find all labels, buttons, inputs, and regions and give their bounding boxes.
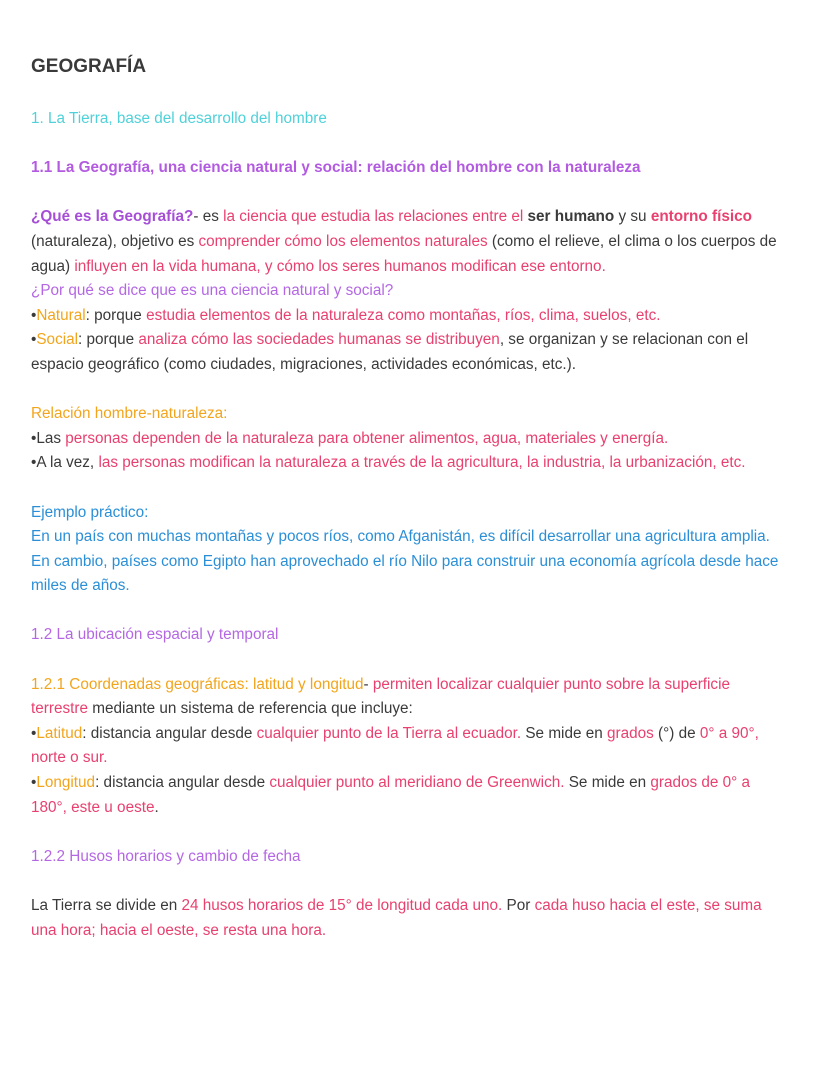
highlight-span: la ciencia que estudia las relaciones entre el <box>223 208 528 226</box>
highlight-span: grados de 0° a 180°, este u oeste <box>31 774 751 816</box>
text-span: La Tierra se divide en <box>31 897 182 914</box>
text-span: Se mide en <box>564 774 651 792</box>
highlight-span: estudia elementos de la naturaleza como montañas, ríos, clima, suelos, etc. <box>146 306 661 324</box>
text-span: (como el relieve, el clima o los cuerpos de agua) <box>31 232 777 275</box>
bold-span: entorno físico <box>650 208 752 226</box>
text-span: (naturaleza), objetivo es <box>31 232 199 250</box>
section-1-2-heading: 1.2 La ubicación espacial y temporal <box>31 626 279 644</box>
text-span: , se organizan y se relacionan con el espacio geográfico (como ciudades, migraciones, actividades económicas, etc.). <box>31 331 749 373</box>
highlight-span: permiten localizar cualquier punto sobre la superficie terrestre <box>31 675 730 718</box>
highlight-span: personas dependen de la naturaleza para obtener alimentos, agua, materiales y energía. <box>65 429 669 447</box>
text-span: : porque <box>78 331 139 349</box>
bold-span: ser humano <box>527 208 615 226</box>
list-item-latitude <box>31 722 784 771</box>
longitude-label: Longitud <box>36 774 96 792</box>
text-span: (°) de <box>653 724 700 742</box>
list-item-relation-2 <box>31 451 784 476</box>
relation-heading: Relación hombre-naturaleza: <box>31 405 228 423</box>
highlight-span: influyen en la vida humana, y cómo los seres humanos modifican ese entorno. <box>74 257 606 275</box>
example-text: En un país con muchas montañas y pocos ríos, como Afganistán, es difícil desarrollar una agricultura amplia. En cambio, países como Egipto han aprovechado el río Nilo para construir una economía agrícola desde hace miles de años. <box>31 528 779 595</box>
text-span: : distancia angular desde <box>95 774 270 792</box>
text-span: y su <box>614 208 651 226</box>
list-item-natural <box>31 304 784 329</box>
text-span: - es <box>193 208 224 226</box>
text-span: A la vez, <box>36 454 99 472</box>
text-span: Se mide en <box>521 724 607 742</box>
text-span: Por <box>502 897 535 914</box>
page-title: GEOGRAFÍA <box>31 56 147 77</box>
section-1-1-heading: 1.1 La Geografía, una ciencia natural y social: relación del hombre con la naturaleza <box>31 159 641 177</box>
text-span: mediante un sistema de referencia que incluye: <box>87 700 413 718</box>
time-zones-paragraph <box>31 894 784 943</box>
question-label: ¿Qué es la Geografía? <box>31 208 194 226</box>
highlight-span: cualquier punto al meridiano de Greenwich. <box>269 774 565 792</box>
bullet: • <box>31 724 37 742</box>
bullet: • <box>31 331 37 349</box>
bullet: • <box>31 774 37 792</box>
coordinates-paragraph <box>31 673 784 722</box>
text-span: : distancia angular desde <box>82 724 257 742</box>
highlight-span: comprender cómo los elementos naturales <box>198 232 488 250</box>
highlight-span: analiza cómo las sociedades humanas se distribuyen <box>138 331 500 349</box>
highlight-span: cualquier punto de la Tierra al ecuador. <box>256 724 522 742</box>
list-item-relation-1 <box>31 427 784 452</box>
bullet: • <box>31 429 37 447</box>
text-span: : porque <box>85 306 147 324</box>
what-is-geography-paragraph <box>31 205 784 279</box>
list-item-longitude <box>31 771 784 820</box>
section-1-2-2-heading: 1.2.2 Husos horarios y cambio de fecha <box>31 847 301 865</box>
coordinates-heading: 1.2.1 Coordenadas geográficas: latitud y longitud <box>31 675 364 693</box>
list-item-social <box>31 328 784 377</box>
highlight-span: las personas modifican la naturaleza a través de la agricultura, la industria, la urbanización, etc. <box>98 454 746 472</box>
bullet: • <box>31 306 37 324</box>
natural-label: Natural <box>36 306 86 324</box>
text-span: Las <box>36 429 66 447</box>
example-heading: Ejemplo práctico: <box>31 503 149 521</box>
latitude-label: Latitud <box>36 724 83 742</box>
text-span: - <box>363 675 373 693</box>
highlight-span: grados <box>607 724 654 742</box>
why-question: ¿Por qué se dice que es una ciencia natural y social? <box>31 282 394 300</box>
bullet: • <box>31 454 37 472</box>
highlight-span: 24 husos horarios de 15° de longitud cada uno. <box>181 897 503 914</box>
section-1-heading: 1. La Tierra, base del desarrollo del hombre <box>31 110 327 127</box>
highlight-span: cada huso hacia el este, se suma una hora; hacia el oeste, se resta una hora. <box>31 897 762 939</box>
social-label: Social <box>36 331 79 349</box>
text-span: . <box>154 798 159 816</box>
highlight-span: 0° a 90°, norte o sur. <box>31 724 759 767</box>
